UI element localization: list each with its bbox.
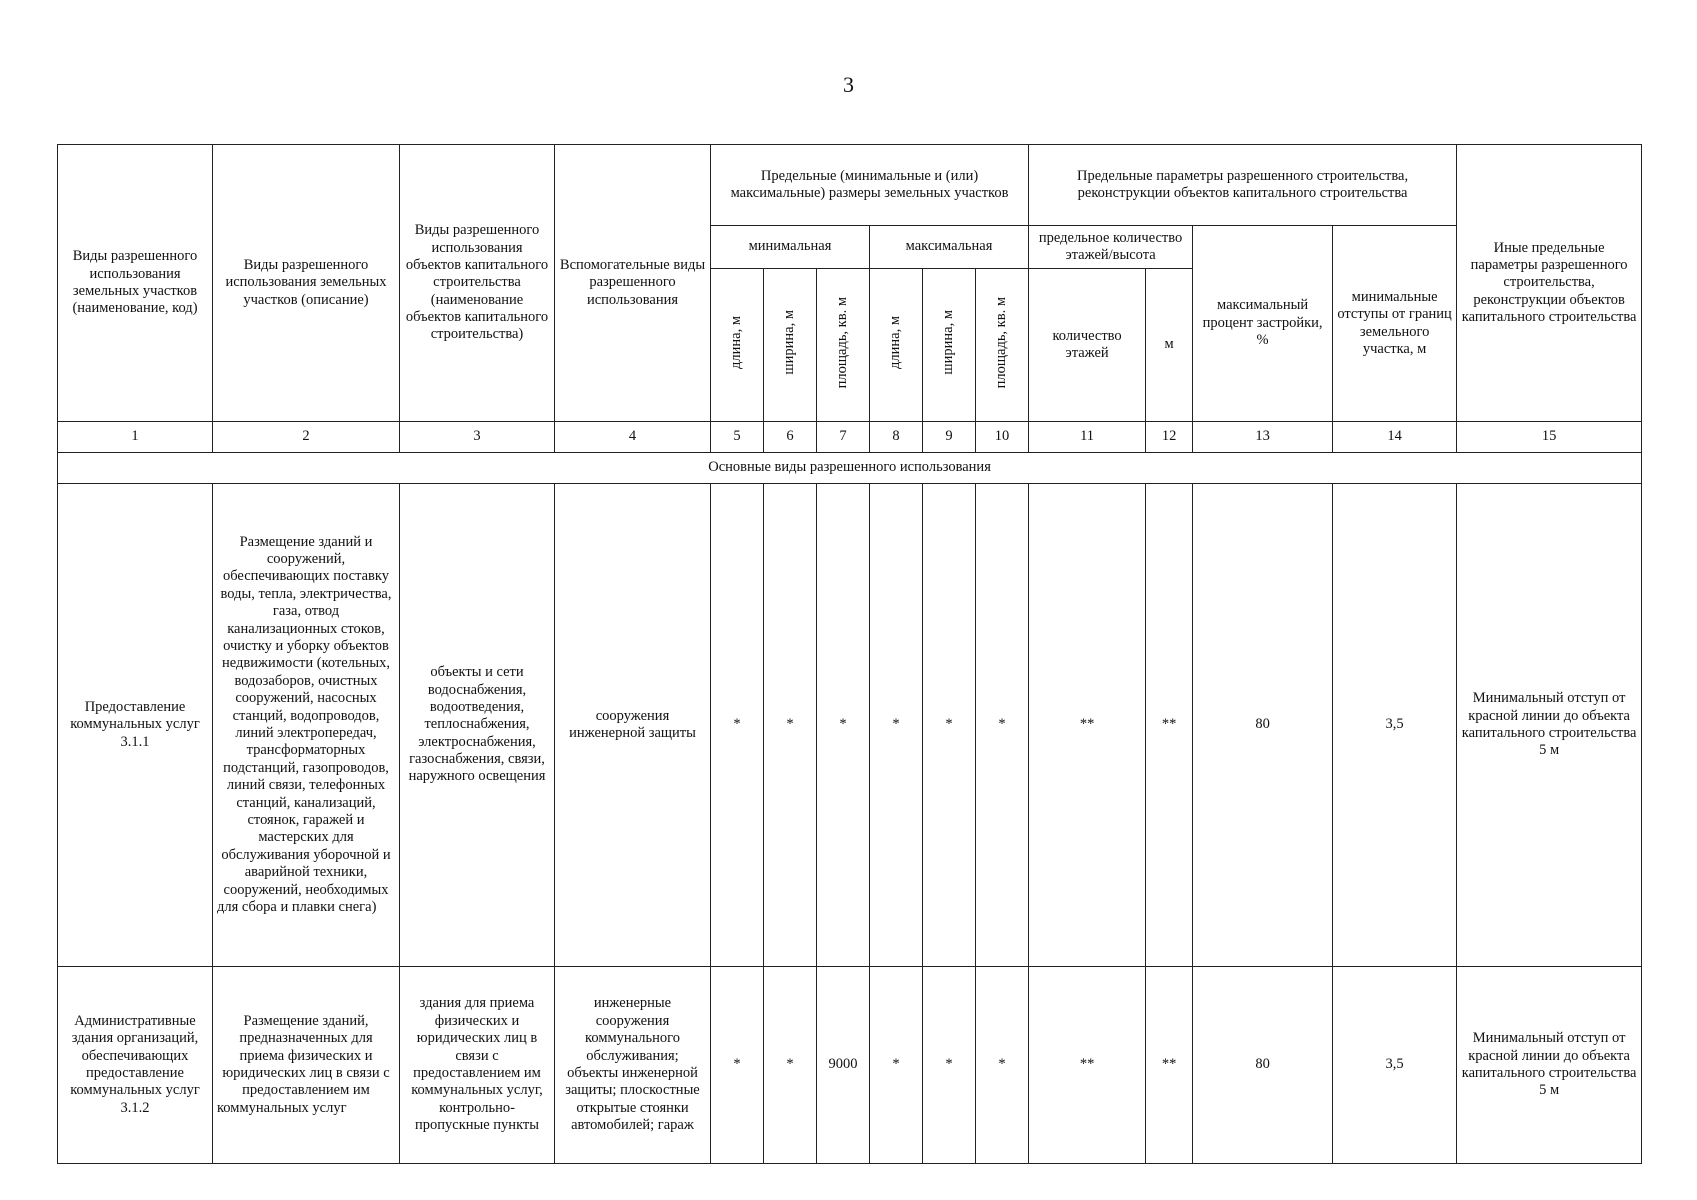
section-title: Основные виды разрешенного использования bbox=[58, 453, 1642, 484]
table-cell: * bbox=[976, 484, 1029, 967]
table-cell: 9000 bbox=[817, 967, 870, 1164]
column-number: 9 bbox=[923, 422, 976, 453]
column-number: 11 bbox=[1029, 422, 1146, 453]
header-cell-vertical bbox=[976, 269, 1029, 422]
header-cell-vertical bbox=[711, 269, 764, 422]
column-number: 1 bbox=[58, 422, 213, 453]
table-cell: ** bbox=[1029, 967, 1146, 1164]
header-cell: Вспомогательные виды разрешенного использования bbox=[555, 145, 711, 422]
header-cell: Иные предельные параметры разрешенного строительства, реконструкции объектов капитального строительства bbox=[1457, 145, 1642, 422]
header-cell: минимальная bbox=[711, 226, 870, 269]
table-cell: * bbox=[711, 484, 764, 967]
header-cell: Предельные параметры разрешенного строительства, реконструкции объектов капитального строительства bbox=[1029, 145, 1457, 226]
header-label: длина, м bbox=[887, 315, 904, 369]
header-row-1 bbox=[58, 145, 1642, 226]
table-cell: ** bbox=[1146, 967, 1193, 1164]
header-cell: максимальная bbox=[870, 226, 1029, 269]
header-cell-vertical bbox=[870, 269, 923, 422]
header-cell: предельное количество этажей/высота bbox=[1029, 226, 1193, 269]
table-cell: объекты и сети водоснабжения, водоотведения, теплоснабжения, электроснабжения, газоснабжения, связи, наружного освещения bbox=[400, 484, 555, 967]
page-number: 3 bbox=[843, 72, 854, 97]
table-cell: * bbox=[923, 484, 976, 967]
table-cell: ** bbox=[1146, 484, 1193, 967]
header-label: ширина, м bbox=[781, 310, 798, 375]
table-cell: Предоставление коммунальных услуг 3.1.1 bbox=[58, 484, 213, 967]
header-cell-vertical bbox=[764, 269, 817, 422]
table-cell: Административные здания организаций, обеспечивающих предоставление коммунальных услуг 3.1.2 bbox=[58, 967, 213, 1164]
header-cell: минимальные отступы от границ земельного участка, м bbox=[1333, 226, 1457, 422]
regulations-table bbox=[57, 144, 1642, 1164]
header-label: площадь, кв. м bbox=[834, 296, 851, 388]
header-cell: м bbox=[1146, 269, 1193, 422]
table-cell: Минимальный отступ от красной линии до объекта капитального строительства 5 м bbox=[1457, 967, 1642, 1164]
header-label: длина, м bbox=[728, 315, 745, 369]
table-cell: * bbox=[817, 484, 870, 967]
table-cell: * bbox=[976, 967, 1029, 1164]
column-number: 10 bbox=[976, 422, 1029, 453]
column-number: 3 bbox=[400, 422, 555, 453]
table-cell: ** bbox=[1029, 484, 1146, 967]
column-number: 4 bbox=[555, 422, 711, 453]
header-label: площадь, кв. м bbox=[993, 296, 1010, 388]
table-cell: 3,5 bbox=[1333, 967, 1457, 1164]
header-cell: Предельные (минимальные и (или) максимальные) размеры земельных участков bbox=[711, 145, 1029, 226]
header-cell: Виды разрешенного использования объектов капитального строительства (наименование объектов капитального строительства) bbox=[400, 145, 555, 422]
table-cell: здания для приема физических и юридических лиц в связи с предоставлением им коммунальных услуг, контрольно-пропускные пункты bbox=[400, 967, 555, 1164]
table-cell: 80 bbox=[1193, 967, 1333, 1164]
table-cell: 3,5 bbox=[1333, 484, 1457, 967]
table-cell: * bbox=[870, 967, 923, 1164]
column-number: 8 bbox=[870, 422, 923, 453]
header-cell-vertical bbox=[817, 269, 870, 422]
section-row bbox=[58, 453, 1642, 484]
column-number: 12 bbox=[1146, 422, 1193, 453]
column-number: 13 bbox=[1193, 422, 1333, 453]
header-cell: Виды разрешенного использования земельных участков (описание) bbox=[213, 145, 400, 422]
table-cell: Размещение зданий и сооружений, обеспечивающих поставку воды, тепла, электричества, газа, отвод канализационных стоков, очистку и уборку объектов недвижимости (котельных, водозаборов, очистных сооружений, насосных станций, водопроводов, линий электропередач, трансформаторных подстанций, газопроводов, линий связи, телефонных станций, канализаций, стоянок, гаражей и мастерских для обслуживания уборочной и аварийной техники, сооружений, необходимых для сбора и плавки снега) bbox=[213, 484, 400, 967]
table-cell: * bbox=[923, 967, 976, 1164]
table-cell: Размещение зданий, предназначенных для приема физических и юридических лиц в связи с предоставлением им коммунальных услуг bbox=[213, 967, 400, 1164]
table-row bbox=[58, 484, 1642, 967]
table-cell: * bbox=[870, 484, 923, 967]
column-number: 14 bbox=[1333, 422, 1457, 453]
table-cell: Минимальный отступ от красной линии до объекта капитального строительства 5 м bbox=[1457, 484, 1642, 967]
table-cell: инженерные сооружения коммунального обслуживания; объекты инженерной защиты; плоскостные открытые стоянки автомобилей; гараж bbox=[555, 967, 711, 1164]
column-number: 15 bbox=[1457, 422, 1642, 453]
header-label: ширина, м bbox=[940, 310, 957, 375]
column-number: 7 bbox=[817, 422, 870, 453]
column-number: 2 bbox=[213, 422, 400, 453]
table-cell: * bbox=[764, 967, 817, 1164]
header-cell: максимальный процент застройки, % bbox=[1193, 226, 1333, 422]
table-cell: * bbox=[711, 967, 764, 1164]
header-cell-vertical bbox=[923, 269, 976, 422]
column-number: 6 bbox=[764, 422, 817, 453]
table-cell: * bbox=[764, 484, 817, 967]
table-row bbox=[58, 967, 1642, 1164]
header-cell: Виды разрешенного использования земельных участков (наименование, код) bbox=[58, 145, 213, 422]
header-cell: количество этажей bbox=[1029, 269, 1146, 422]
table-cell: 80 bbox=[1193, 484, 1333, 967]
column-number: 5 bbox=[711, 422, 764, 453]
column-number-row bbox=[58, 422, 1642, 453]
table-cell: сооружения инженерной защиты bbox=[555, 484, 711, 967]
